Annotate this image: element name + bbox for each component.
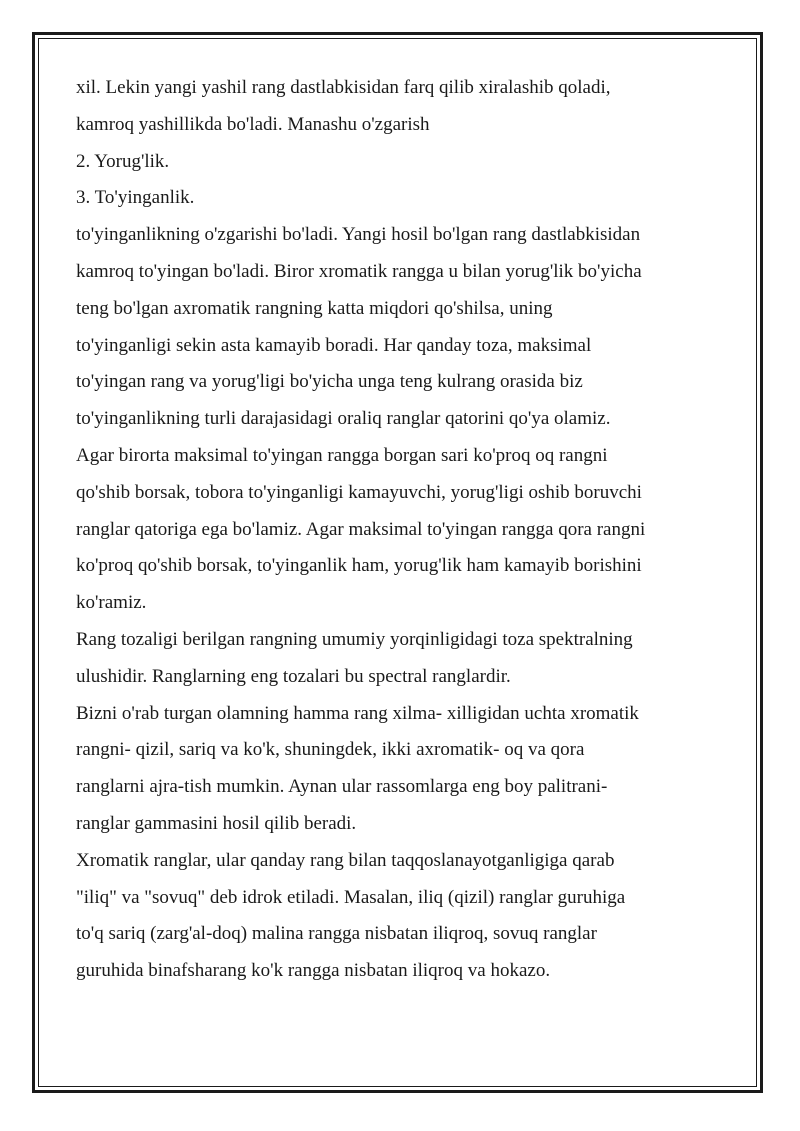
text-line: ko'ramiz. bbox=[76, 592, 147, 614]
text-line: "iliq" va "sovuq" deb idrok etiladi. Masalan, iliq (qizil) ranglar guruhiga bbox=[76, 886, 626, 908]
text-line: to'yinganligi sekin asta kamayib boradi. Har qanday toza, maksimal bbox=[76, 334, 592, 356]
text-line: xil. Lekin yangi yashil rang dastlabkisidan farq qilib xiralashib qoladi, bbox=[76, 77, 611, 98]
text-line: to'yinganlikning o'zgarishi bo'ladi. Yangi hosil bo'lgan rang dastlabkisidan bbox=[76, 224, 641, 246]
text-line: to'q sariq (zarg'al-doq) malina rangga nisbatan iliqroq, sovuq ranglar bbox=[76, 923, 597, 945]
text-line: Agar birorta maksimal to'yingan rangga borgan sari ko'proq oq rangni bbox=[76, 444, 608, 466]
text-line: Xromatik ranglar, ular qanday rang bilan taqqoslanayotganligiga qarab bbox=[76, 849, 615, 871]
text-line: ulushidir. Ranglarning eng tozalari bu spectral ranglardir. bbox=[76, 665, 511, 687]
text-line: Bizni o'rab turgan olamning hamma rang xilma- xilligidan uchta xromatik bbox=[76, 702, 639, 724]
text-line: to'yinganlikning turli darajasidagi oraliq ranglar qatorini qo'ya olamiz. bbox=[76, 408, 611, 430]
list-item-yoruglik: 2. Yorug'lik. bbox=[76, 150, 170, 172]
list-item-toyinganlik: 3. To'yinganlik. bbox=[76, 187, 195, 209]
text-line: guruhida binafsharang ko'k rangga nisbatan iliqroq va hokazo. bbox=[76, 960, 551, 982]
text-line: kamroq yashillikda bo'ladi. Manashu o'zgarish bbox=[76, 113, 430, 135]
text-line: ranglar qatoriga ega bo'lamiz. Agar maksimal to'yingan rangga qora rangni bbox=[76, 518, 646, 540]
text-line: ko'proq qo'shib borsak, to'yinganlik ham, yorug'lik ham kamayib borishini bbox=[76, 555, 642, 577]
text-line: ranglarni ajra-tish mumkin. Aynan ular rassomlarga eng boy palitrani- bbox=[76, 776, 608, 798]
text-line: teng bo'lgan axromatik rangning katta miqdori qo'shilsa, uning bbox=[76, 297, 553, 319]
text-line: to'yingan rang va yorug'ligi bo'yicha unga teng kulrang orasida biz bbox=[76, 371, 583, 393]
text-line: kamroq to'yingan bo'ladi. Biror xromatik rangga u bilan yorug'lik bo'yicha bbox=[76, 260, 642, 282]
text-line: qo'shib borsak, tobora to'yinganligi kamayuvchi, yorug'ligi oshib boruvchi bbox=[76, 481, 642, 503]
text-line: rangni- qizil, sariq va ko'k, shuningdek, ikki axromatik- oq va qora bbox=[76, 739, 585, 761]
text-line: Rang tozaligi berilgan rangning umumiy yorqinligidagi toza spektralning bbox=[76, 628, 633, 650]
text-line: ranglar gammasini hosil qilib beradi. bbox=[76, 812, 357, 834]
document-text bbox=[76, 70, 736, 990]
